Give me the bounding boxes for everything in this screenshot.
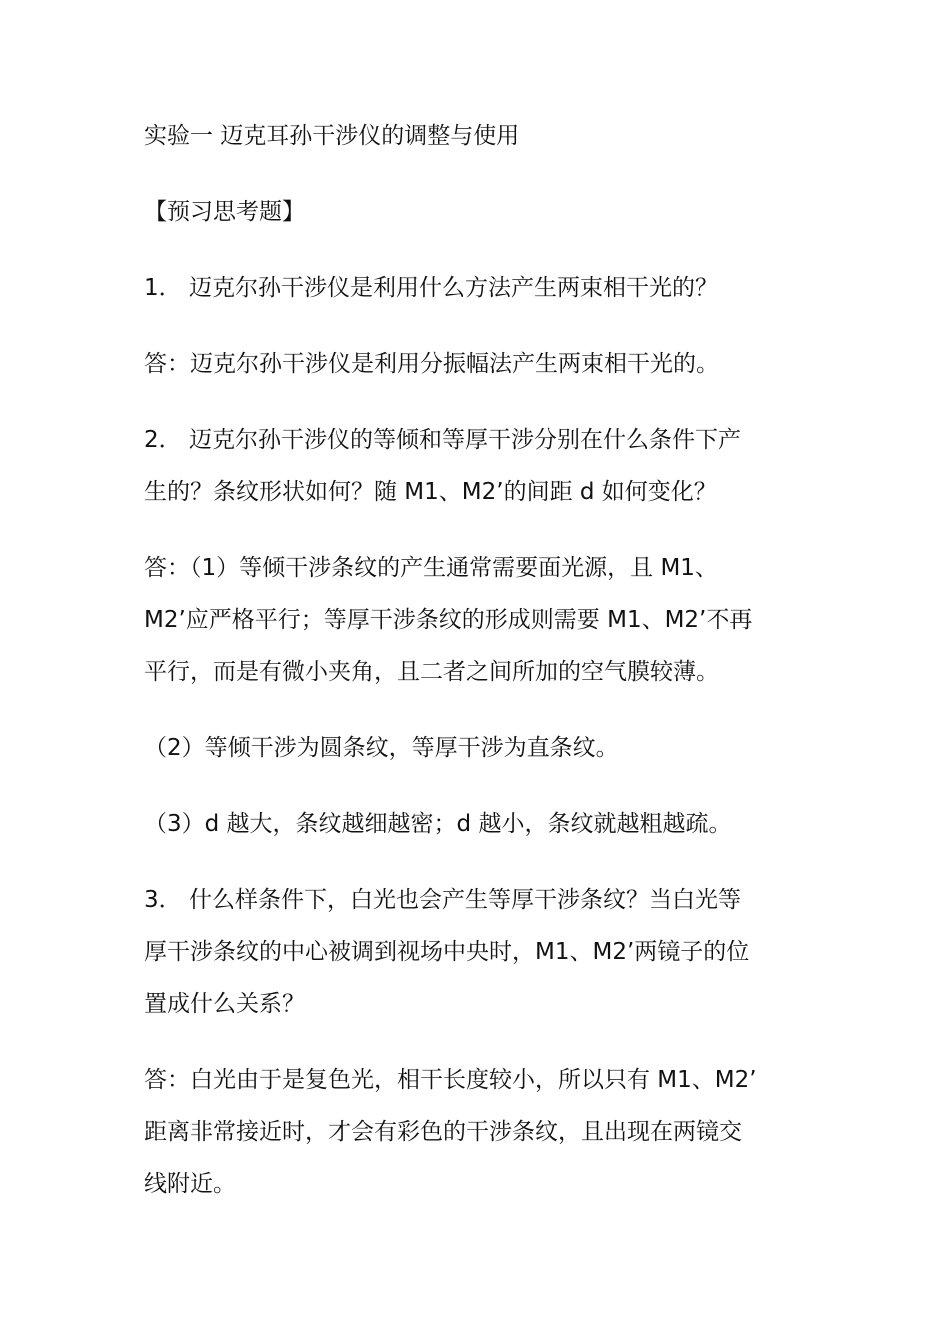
question-2-line: 生的？条纹形状如何？随 M1、M2’的间距 d 如何变化？ xyxy=(144,479,717,505)
answer-2-line: 平行，而是有微小夹角，且二者之间所加的空气膜较薄。 xyxy=(144,659,719,685)
paragraph-gap xyxy=(144,314,820,338)
question-1-line: 1． 迈克尔孙干涉仪是利用什么方法产生两束相干光的？ xyxy=(144,275,718,301)
answer-2-line: （2）等倾干涉为圆条纹，等厚干涉为直条纹。 xyxy=(144,735,619,761)
answer-2-line: （3）d 越大，条纹越细越密；d 越小，条纹就越粗越疏。 xyxy=(144,811,732,837)
question-2 xyxy=(144,414,820,518)
section-heading: 【预习思考题】 xyxy=(144,199,305,225)
document-title: 实验一 迈克耳孙干涉仪的调整与使用 xyxy=(144,123,520,149)
question-2-line: 2． 迈克尔孙干涉仪的等倾和等厚干涉分别在什么条件下产 xyxy=(144,427,741,453)
paragraph-gap xyxy=(144,518,820,542)
question-3-line: 置成什么关系？ xyxy=(144,991,305,1017)
answer-2-part-2 xyxy=(144,722,820,774)
paragraph-gap xyxy=(144,390,820,414)
answer-2-part-3 xyxy=(144,798,820,850)
question-3-line: 3． 什么样条件下，白光也会产生等厚干涉条纹？当白光等 xyxy=(144,887,741,913)
answer-1 xyxy=(144,338,820,390)
question-3-line: 厚干涉条纹的中心被调到视场中央时，M1、M2’两镜子的位 xyxy=(144,939,750,965)
paragraph-gap xyxy=(144,850,820,874)
question-3 xyxy=(144,874,820,1030)
answer-3-line: 距离非常接近时，才会有彩色的干涉条纹，且出现在两镜交 xyxy=(144,1119,742,1145)
answer-3 xyxy=(144,1054,820,1210)
paragraph-gap xyxy=(144,774,820,798)
answer-2-part-1 xyxy=(144,542,820,698)
question-1 xyxy=(144,262,820,314)
document-body xyxy=(144,110,820,1210)
answer-3-line: 线附近。 xyxy=(144,1171,236,1197)
paragraph-gap xyxy=(144,698,820,722)
paragraph-gap xyxy=(144,162,820,186)
answer-1-line: 答：迈克尔孙干涉仪是利用分振幅法产生两束相干光的。 xyxy=(144,351,719,377)
answer-3-line: 答：白光由于是复色光，相干长度较小，所以只有 M1、M2’ xyxy=(144,1067,757,1093)
paragraph-gap xyxy=(144,1030,820,1054)
answer-2-line: 答：（1）等倾干涉条纹的产生通常需要面光源，且 M1、 xyxy=(144,555,718,581)
answer-2-line: M2’应严格平行；等厚干涉条纹的形成则需要 M1、M2’不再 xyxy=(144,607,753,633)
paragraph-gap xyxy=(144,238,820,262)
